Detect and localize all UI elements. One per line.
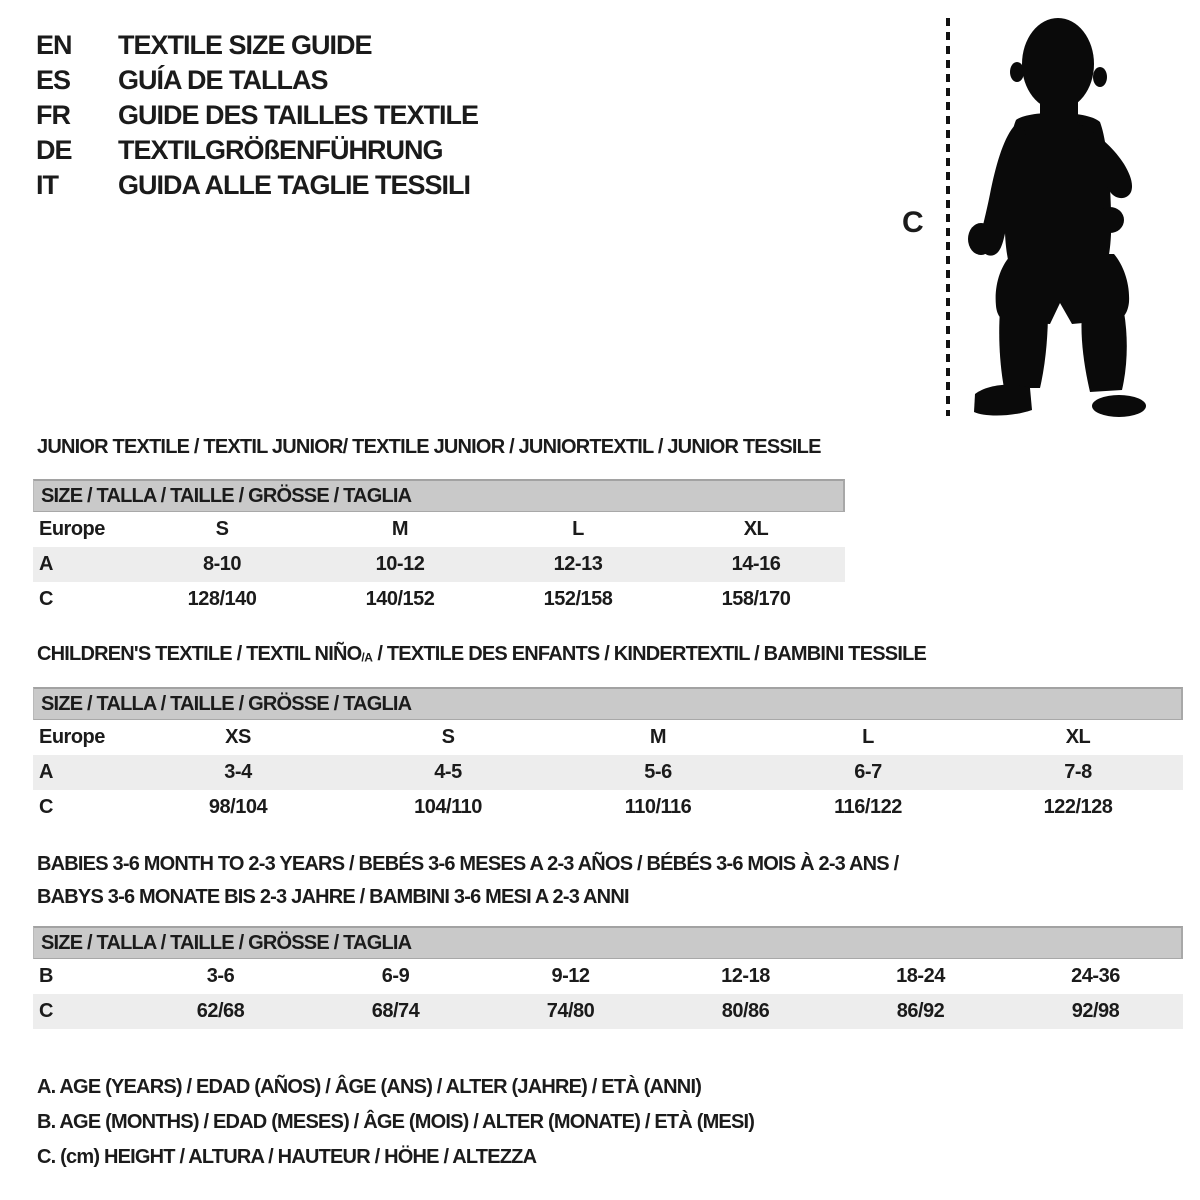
language-code: ES <box>36 65 71 95</box>
value-cell: XS <box>225 726 251 748</box>
value-cell: M <box>391 518 409 540</box>
table-row <box>33 547 845 582</box>
value-cell: 104/110 <box>414 796 482 818</box>
value-cell: 7-8 <box>1064 761 1092 783</box>
value-cell: M <box>649 726 667 748</box>
value-cell: 158/170 <box>721 588 791 610</box>
children-heading-text: / TEXTILE DES ENFANTS / KINDERTEXTIL / BAMBINI TESSILE <box>372 643 927 665</box>
value-cell: 140/152 <box>365 588 435 610</box>
value-cell: 9-12 <box>551 965 590 987</box>
row-label-cell: Europe <box>39 726 105 748</box>
value-cell: 152/158 <box>543 588 613 610</box>
language-title: TEXTILGRÖßENFÜHRUNG <box>118 135 443 165</box>
language-code: FR <box>36 100 70 130</box>
value-cell: L <box>572 518 584 540</box>
value-cell: 68/74 <box>371 1000 420 1022</box>
value-cell: 128/140 <box>187 588 257 610</box>
babies-heading-line1: BABIES 3-6 MONTH TO 2-3 YEARS / BEBÉS 3-6 MESES A 2-3 AÑOS / BÉBÉS 3-6 MOIS À 2-3 ANS / <box>37 853 899 875</box>
language-code: EN <box>36 30 72 60</box>
table-row <box>33 512 845 547</box>
language-row <box>36 98 478 133</box>
legend-line-a: A. AGE (YEARS) / EDAD (AÑOS) / ÂGE (ANS) / ALTER (JAHRE) / ETÀ (ANNI) <box>37 1076 702 1098</box>
language-code: DE <box>36 135 72 165</box>
value-cell: 18-24 <box>896 965 945 987</box>
value-cell: 3-6 <box>206 965 235 987</box>
value-cell: 10-12 <box>375 553 425 575</box>
value-cell: 3-4 <box>224 761 252 783</box>
value-cell: XL <box>743 518 769 540</box>
row-label-cell: C <box>39 1000 53 1022</box>
row-label-cell: C <box>39 796 53 818</box>
value-cell: 116/122 <box>834 796 902 818</box>
junior-section-heading: JUNIOR TEXTILE / TEXTIL JUNIOR/ TEXTILE JUNIOR / JUNIORTEXTIL / JUNIOR TESSILE <box>37 436 821 458</box>
value-cell: S <box>215 518 229 540</box>
row-label-cell: C <box>39 588 53 610</box>
height-measure-label: C <box>902 206 923 239</box>
legend-line-c: C. (cm) HEIGHT / ALTURA / HAUTEUR / HÖHE / ALTEZZA <box>37 1146 537 1168</box>
size-header-bar: SIZE / TALLA / TAILLE / GRÖSSE / TAGLIA <box>33 687 1183 720</box>
table-row <box>33 790 1183 825</box>
legend-line-b: B. AGE (MONTHS) / EDAD (MESES) / ÂGE (MOIS) / ALTER (MONATE) / ETÀ (MESI) <box>37 1111 755 1133</box>
value-cell: 8-10 <box>202 553 242 575</box>
toddler-silhouette-icon <box>964 14 1148 420</box>
row-label-cell: A <box>39 553 53 575</box>
children-heading-text: CHILDREN'S TEXTILE / TEXTIL NIÑO <box>37 643 362 665</box>
language-row <box>36 133 478 168</box>
language-list <box>36 28 478 203</box>
row-label-cell: Europe <box>39 518 105 540</box>
value-cell: 110/116 <box>624 796 692 818</box>
height-dashed-line <box>946 18 950 416</box>
row-label-cell: A <box>39 761 53 783</box>
value-cell: 86/92 <box>896 1000 945 1022</box>
value-cell: XL <box>1065 726 1091 748</box>
table-row <box>33 994 1183 1029</box>
table-row <box>33 755 1183 790</box>
size-header-bar: SIZE / TALLA / TAILLE / GRÖSSE / TAGLIA <box>33 926 1183 959</box>
value-cell: S <box>441 726 455 748</box>
language-row <box>36 28 478 63</box>
table-row <box>33 959 1183 994</box>
table-row <box>33 720 1183 755</box>
value-cell: 98/104 <box>208 796 268 818</box>
value-cell: 74/80 <box>546 1000 595 1022</box>
value-cell: 24-36 <box>1071 965 1120 987</box>
value-cell: 14-16 <box>731 553 781 575</box>
value-cell: 5-6 <box>644 761 672 783</box>
language-title: GUIDA ALLE TAGLIE TESSILI <box>118 170 470 200</box>
babies-size-table <box>33 926 1183 1029</box>
children-size-table <box>33 687 1183 825</box>
language-row <box>36 168 478 203</box>
table-row <box>33 582 845 617</box>
language-row <box>36 63 478 98</box>
value-cell: 4-5 <box>434 761 462 783</box>
babies-section-heading <box>37 848 898 914</box>
value-cell: 122/128 <box>1043 796 1113 818</box>
value-cell: 80/86 <box>721 1000 770 1022</box>
value-cell: 6-7 <box>854 761 882 783</box>
value-cell: 92/98 <box>1071 1000 1120 1022</box>
children-heading-subscript: /A <box>361 650 373 665</box>
junior-size-table <box>33 479 845 617</box>
value-cell: 62/68 <box>196 1000 245 1022</box>
measure-legend <box>37 1070 754 1175</box>
children-section-heading <box>37 643 926 669</box>
value-cell: L <box>862 726 874 748</box>
language-title: GUIDE DES TAILLES TEXTILE <box>118 100 479 130</box>
language-title: GUÍA DE TALLAS <box>118 65 328 95</box>
value-cell: 12-18 <box>721 965 770 987</box>
language-code: IT <box>36 170 58 200</box>
babies-heading-line2: BABYS 3-6 MONATE BIS 2-3 JAHRE / BAMBINI 3-6 MESI A 2-3 ANNI <box>37 886 629 908</box>
size-header-bar: SIZE / TALLA / TAILLE / GRÖSSE / TAGLIA <box>33 479 845 512</box>
row-label-cell: B <box>39 965 53 987</box>
value-cell: 12-13 <box>553 553 603 575</box>
language-title: TEXTILE SIZE GUIDE <box>118 30 372 60</box>
value-cell: 6-9 <box>381 965 410 987</box>
